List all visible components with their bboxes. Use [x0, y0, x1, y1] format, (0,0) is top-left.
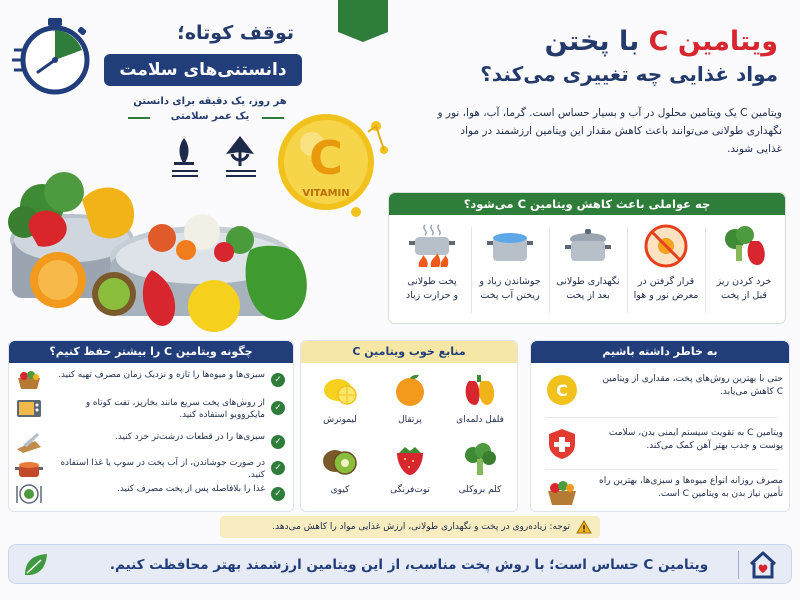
tip-item [15, 431, 285, 455]
tip-item [15, 457, 285, 481]
factor-line2: ریختن آب پخت [480, 290, 540, 301]
source-label: توت‌فرنگی [390, 485, 430, 495]
page-subtitle: مواد غذایی چه تغییری می‌کند؟ [480, 62, 778, 86]
factor-line1: جوشاندن زیاد و [479, 276, 541, 287]
warning-note [220, 516, 600, 538]
separator [627, 227, 628, 313]
source-item [445, 439, 515, 511]
check-icon: ✓ [271, 373, 285, 387]
remember-item [539, 473, 783, 513]
remember-text: ویتامین C به تقویت سیستم ایمنی بدن، سلامت پوست و جذب بهتر آهن کمک می‌کند. [608, 428, 783, 451]
fruit-basket-icon [545, 475, 579, 509]
tip-item [15, 483, 285, 507]
vitamin-c-icon [545, 373, 579, 407]
badge-title: توقف کوتاه؛ [177, 22, 294, 44]
source-item [375, 369, 445, 441]
source-label: کیوی [330, 485, 350, 495]
plate-icon [15, 483, 43, 505]
orange-icon [391, 371, 429, 409]
strawberry-icon [391, 441, 429, 479]
separator [545, 417, 777, 418]
factor-item [551, 221, 625, 319]
remember-panel [530, 340, 790, 512]
soup-pot-icon [15, 457, 43, 479]
factors-panel [388, 192, 786, 324]
intro-paragraph: ویتامین C یک ویتامین محلول در آب و بسیار حساس است. گرما، آب، هوا، نور و نگهداری طولانی می‌توانند باعث کاهش مقدار این ویتامین ارزشمند در مواد غذایی شوند. [437, 107, 782, 155]
vitamin-c-orb-icon [272, 104, 388, 220]
broccoli-pepper-icon [719, 223, 769, 269]
water-pot-icon [485, 223, 535, 269]
source-label: فلفل دلمه‌ای [456, 415, 504, 425]
basket-icon [15, 369, 43, 391]
broccoli-icon [461, 441, 499, 479]
no-sun-icon [641, 223, 691, 269]
factor-item [473, 221, 547, 319]
separator [545, 469, 777, 470]
tip-item [15, 369, 285, 393]
footer-text: ویتامین C حساس است؛ با روش پخت مناسب، از این ویتامین ارزشمند بهتر محافظت کنیم. [109, 557, 709, 573]
badge-subtitle: هر روز، یک دقیقه برای دانستن [133, 96, 287, 107]
factor-line1: قرار گرفتن در [637, 276, 695, 287]
knife-board-icon [15, 431, 43, 453]
remember-text: حتی با بهترین روش‌های پخت، مقداری از ویتامین C کاهش می‌یابد. [602, 374, 783, 397]
factor-line1: پخت طولانی [407, 276, 457, 287]
title-highlight: ویتامین C [648, 26, 778, 57]
source-item [305, 369, 375, 441]
check-icon: ✓ [271, 401, 285, 415]
check-icon: ✓ [271, 461, 285, 475]
microwave-icon [15, 397, 43, 419]
check-icon: ✓ [271, 435, 285, 449]
factor-line2: قبل از پخت [721, 290, 767, 301]
pot-lid-icon [563, 223, 613, 269]
lemon-icon [321, 371, 359, 409]
tip-text: غذا را بلافاصله پس از پخت مصرف کنید. [117, 484, 265, 494]
tips-heading: چگونه ویتامین C را بیشتر حفظ کنیم؟ [9, 341, 293, 363]
kiwi-icon [321, 441, 359, 479]
note-text: توجه: زیاده‌روی در پخت و نگهداری طولانی، ارزش غذایی مواد را کاهش می‌دهد. [272, 522, 570, 532]
source-label: کلم بروکلی [458, 485, 502, 495]
leaf-icon [21, 551, 49, 579]
source-item [375, 439, 445, 511]
boiling-pot-icon [407, 223, 457, 269]
factor-line1: خرد کردن ریز [716, 276, 772, 287]
remember-text: مصرف روزانه انواع میوه‌ها و سبزی‌ها، بهترین راه تأمین نیاز بدن به ویتامین C است. [599, 476, 783, 499]
stopwatch-icon [12, 12, 98, 98]
source-item [445, 369, 515, 441]
sources-panel [300, 340, 518, 512]
sources-heading: منابع خوب ویتامین C [301, 341, 517, 363]
factor-line2: معرض نور و هوا [633, 290, 699, 301]
source-item [305, 439, 375, 511]
page-title [545, 26, 778, 57]
warning-icon [576, 520, 592, 534]
factor-line2: و حرارت زیاد [405, 290, 459, 301]
tip-text: از روش‌های پخت سریع مانند بخارپز، تفت کوتاه و مایکروویو استفاده کنید. [85, 398, 265, 420]
footer-banner [8, 544, 792, 584]
title-rest: با پختن [544, 26, 649, 57]
badge-pill: دانستنی‌های سلامت [104, 54, 302, 86]
badge-tagline: یک عمر سلامتی [170, 111, 250, 122]
remember-item [539, 371, 783, 411]
source-label: پرتقال [398, 415, 422, 425]
orb-label: VITAMIN [302, 188, 350, 199]
factor-line2: بعد از پخت [566, 290, 610, 301]
remember-item [539, 425, 783, 465]
top-ribbon [338, 0, 388, 32]
factor-item [629, 221, 703, 319]
tips-panel [8, 340, 294, 512]
home-heart-icon [747, 549, 779, 581]
separator [549, 227, 550, 313]
factor-item [395, 221, 469, 319]
separator [705, 227, 706, 313]
orb-letter: C [309, 131, 343, 185]
separator [471, 227, 472, 313]
tip-item [15, 397, 285, 427]
divider [128, 117, 150, 119]
factor-line1: نگهداری طولانی [556, 276, 620, 287]
bell-pepper-icon [461, 371, 499, 409]
divider [738, 551, 739, 579]
remember-heading: به خاطر داشته باشیم [531, 341, 789, 363]
factors-heading: چه عواملی باعث کاهش ویتامین C می‌شود؟ [389, 193, 785, 215]
tip-text: سبزی‌ها و میوه‌ها را تازه و نزدیک زمان مصرف تهیه کنید. [58, 370, 265, 380]
tip-text: سبزی‌ها را در قطعات درشت‌تر خرد کنید. [115, 432, 265, 442]
source-label: لیموترش [323, 415, 357, 425]
factor-item [707, 221, 781, 319]
shield-cross-icon [545, 427, 579, 461]
tip-text: در صورت جوشاندن، از آب پخت در سوپ یا غذا استفاده کنید. [60, 458, 265, 480]
svg-text:C: C [556, 381, 568, 400]
check-icon: ✓ [271, 487, 285, 501]
